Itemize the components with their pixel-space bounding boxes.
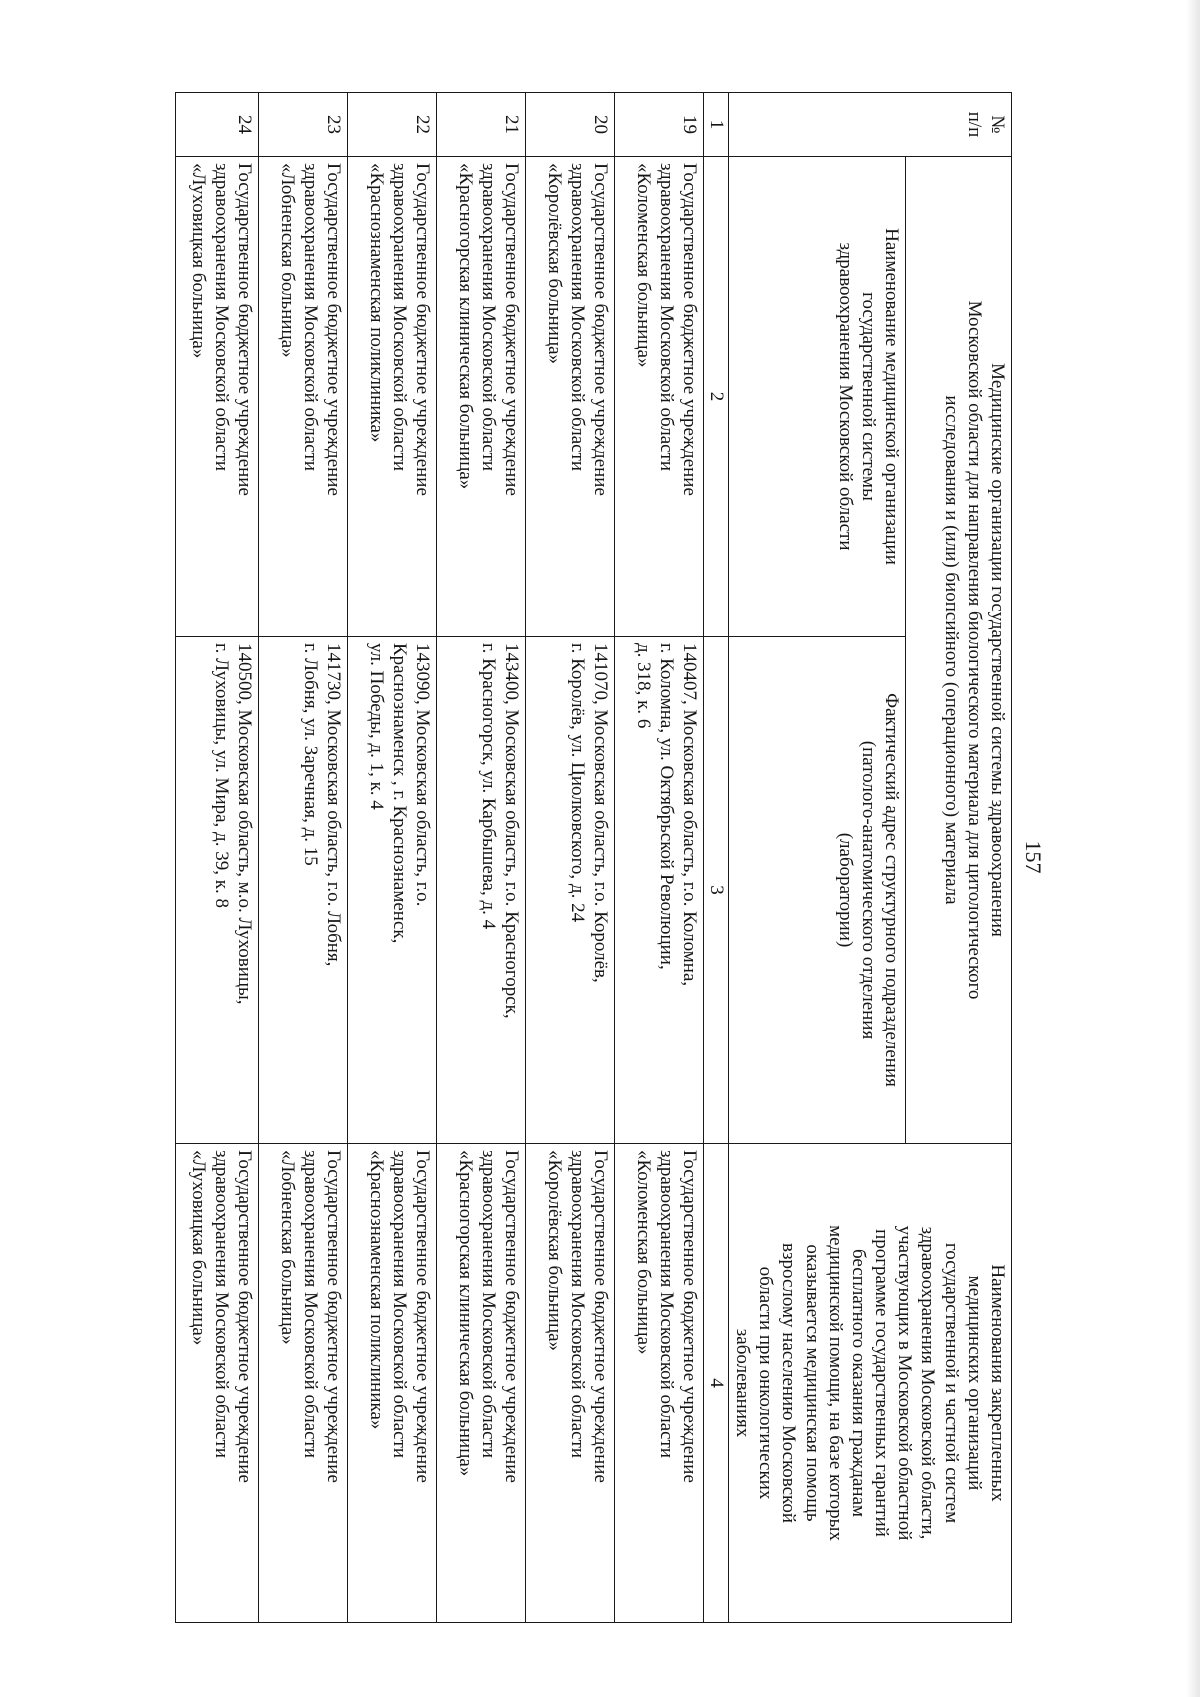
header-assigned-orgs: Наименования закрепленных медицинских организаций государственной и частной систем здравоохранения Московской области, участвующих в Московской областной программе государственных гарантий бесплатного оказания гражданам медицинской помощи, на базе которых оказывается медицинская помощь взрослому населению Московской области при онкологических заболеваниях <box>728 1144 1011 1623</box>
table-row <box>525 93 614 1623</box>
org-name-cell: Государственное бюджетное учреждение здравоохранения Московской области «Коломенская больница» <box>614 157 703 637</box>
address-cell: 143400, Московская область, г.о. Красногорск, г. Красногорск, ул. Карбышева, д. 4 <box>436 637 525 1144</box>
table-row <box>347 93 436 1623</box>
address-cell: 141070, Московская область, г.о. Королёв, г. Королёв, ул. Циолковского, д. 24 <box>525 637 614 1144</box>
column-index: 4 <box>703 1144 728 1623</box>
row-number: 23 <box>258 93 347 157</box>
assigned-org-cell: Государственное бюджетное учреждение здравоохранения Московской области «Королёвская больница» <box>525 1144 614 1623</box>
address-cell: 141730, Московская область, г.о. Лобня, г. Лобня, ул. Заречная, д. 15 <box>258 637 347 1144</box>
org-name-cell: Государственное бюджетное учреждение здравоохранения Московской области «Красногорская клиническая больница» <box>436 157 525 637</box>
org-name-cell: Государственное бюджетное учреждение здравоохранения Московской области «Лобненская больница» <box>258 157 347 637</box>
row-number: 19 <box>614 93 703 157</box>
address-cell: 143090, Московская область, г.о. Краснознаменск , г. Краснознаменск, ул. Победы, д. 1, к. 4 <box>347 637 436 1144</box>
column-index-row <box>703 93 728 1623</box>
assigned-org-cell: Государственное бюджетное учреждение здравоохранения Московской области «Коломенская больница» <box>614 1144 703 1623</box>
table-row <box>436 93 525 1623</box>
assigned-org-cell: Государственное бюджетное учреждение здравоохранения Московской области «Краснознаменская поликлиника» <box>347 1144 436 1623</box>
document-sheet <box>156 92 1056 1622</box>
column-index: 2 <box>703 157 728 637</box>
org-name-cell: Государственное бюджетное учреждение здравоохранения Московской области «Краснознаменская поликлиника» <box>347 157 436 637</box>
header-address: Фактический адрес структурного подразделения (патолого-анатомического отделения (лаборатории) <box>728 637 905 1144</box>
assigned-org-cell: Государственное бюджетное учреждение здравоохранения Московской области «Луховицкая больница» <box>175 1144 258 1623</box>
page-number: 157 <box>1021 840 1046 874</box>
row-number: 24 <box>175 93 258 157</box>
column-index: 3 <box>703 637 728 1144</box>
row-number: 20 <box>525 93 614 157</box>
row-number: 22 <box>347 93 436 157</box>
header-org-name: Наименование медицинской организации государственной системы здравоохранения Московской области <box>728 157 905 637</box>
table-row <box>614 93 703 1623</box>
assigned-org-cell: Государственное бюджетное учреждение здравоохранения Московской области «Красногорская клиническая больница» <box>436 1144 525 1623</box>
scan-edge <box>1186 0 1200 1697</box>
table-row <box>258 93 347 1623</box>
address-cell: 140407, Московская область, г.о. Коломна, г. Коломна, ул. Октябрьской Революции, д. 318, к. 6 <box>614 637 703 1144</box>
header-number: № п/п <box>728 93 1011 157</box>
organizations-table <box>175 92 1012 1623</box>
header-row-top <box>906 93 1012 1623</box>
header-merged-title: Медицинские организации государственной системы здравоохранения Московской области для направления биологического материала для цитологического исследования и (или) биопсийного (операционного) материала <box>906 157 1012 1144</box>
assigned-org-cell: Государственное бюджетное учреждение здравоохранения Московской области «Лобненская больница» <box>258 1144 347 1623</box>
table-row <box>175 93 258 1623</box>
org-name-cell: Государственное бюджетное учреждение здравоохранения Московской области «Луховицкая больница» <box>175 157 258 637</box>
column-index: 1 <box>703 93 728 157</box>
address-cell: 140500, Московская область, м.о. Луховицы, г. Луховицы, ул. Мира, д. 39, к. 8 <box>175 637 258 1144</box>
org-name-cell: Государственное бюджетное учреждение здравоохранения Московской области «Королёвская больница» <box>525 157 614 637</box>
row-number: 21 <box>436 93 525 157</box>
